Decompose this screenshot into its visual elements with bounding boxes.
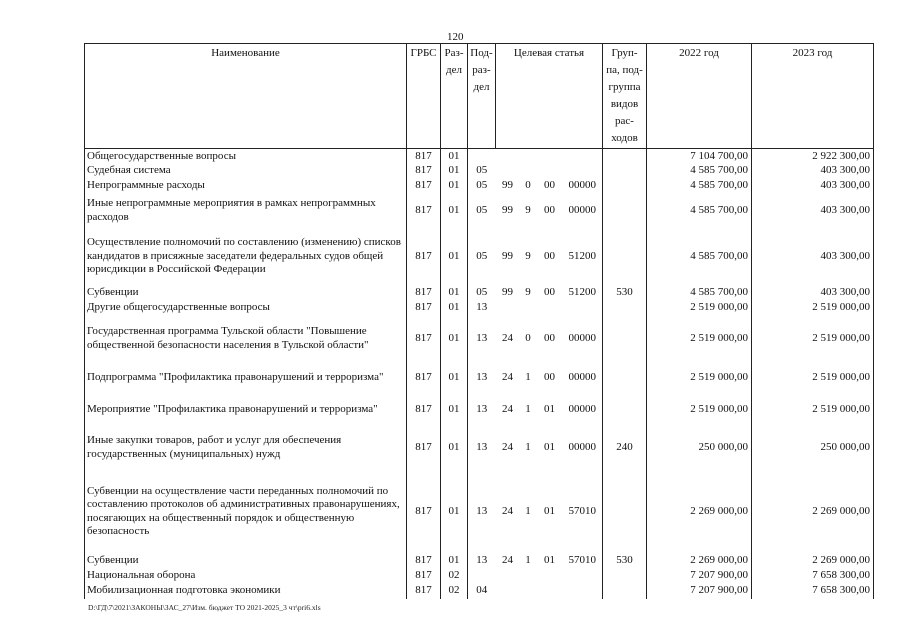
row-grbs: 817 — [407, 394, 441, 426]
row-amount-2023: 7 658 300,00 — [752, 584, 874, 599]
row-target-code: 51200 — [568, 249, 596, 262]
budget-table — [84, 43, 874, 599]
row-razdel: 02 — [441, 584, 468, 599]
file-path-footer: D:\ГД\7\2021\ЗАКОНЫ\ЗАС_27\Изм. бюджет ТО 2021-2025_3 чт\pri6.xls — [88, 603, 321, 612]
header-2022: 2022 год — [647, 44, 752, 149]
row-podrazdel: 04 — [476, 584, 488, 597]
row-podrazdel: 13 — [476, 440, 488, 453]
row-grbs: 817 — [407, 584, 441, 599]
row-target-code: 00000 — [568, 179, 596, 192]
row-target-program — [496, 301, 520, 316]
row-grbs: 817 — [407, 286, 441, 301]
row-target-event: 00 — [544, 203, 555, 216]
row-grbs: 817 — [407, 149, 441, 164]
row-target-code: 00000 — [568, 331, 596, 344]
row-expense-group: 530 — [603, 286, 647, 301]
row-target-event: 00 — [544, 286, 555, 299]
row-grbs: 817 — [407, 362, 441, 394]
row-target-event — [537, 301, 563, 316]
row-grbs: 817 — [407, 470, 441, 554]
row-expense-group — [603, 194, 647, 228]
row-podrazdel — [468, 149, 496, 164]
row-grbs: 817 — [407, 228, 441, 286]
row-amount-2022: 2 269 000,00 — [647, 554, 752, 569]
row-target-code: 00000 — [568, 402, 596, 415]
row-target-code: 00000 — [568, 370, 596, 383]
row-amount-2023: 2 269 000,00 — [752, 554, 874, 569]
row-expense-group — [603, 362, 647, 394]
row-razdel: 01 — [441, 228, 468, 286]
row-target-subprogram: 9 — [525, 203, 531, 216]
row-razdel: 02 — [441, 569, 468, 584]
row-target-program — [496, 569, 520, 584]
row-amount-2022: 7 207 900,00 — [647, 584, 752, 599]
row-target-code — [563, 301, 603, 316]
row-target-code: 51200 — [568, 286, 596, 299]
row-expense-group — [603, 394, 647, 426]
row-razdel: 01 — [441, 316, 468, 362]
row-expense-group — [603, 149, 647, 164]
header-podrazdel: Под- раз- дел — [468, 44, 496, 149]
row-razdel: 01 — [441, 470, 468, 554]
row-expense-group — [603, 569, 647, 584]
row-amount-2022: 4 585 700,00 — [647, 228, 752, 286]
row-amount-2023: 7 658 300,00 — [752, 569, 874, 584]
table-body — [85, 149, 874, 599]
row-target-program: 99 — [502, 179, 513, 192]
row-target-subprogram: 1 — [525, 554, 531, 567]
table-row — [85, 286, 874, 301]
row-amount-2023: 2 519 000,00 — [752, 316, 874, 362]
header-name: Наименование — [85, 44, 407, 149]
row-target-event: 00 — [544, 331, 555, 344]
table-row — [85, 164, 874, 179]
row-name: Другие общегосударственные вопросы — [85, 301, 407, 316]
table-row — [85, 301, 874, 316]
row-grbs: 817 — [407, 164, 441, 179]
row-amount-2022: 2 519 000,00 — [647, 301, 752, 316]
row-name: Мероприятие "Профилактика правонарушений и терроризма" — [85, 394, 407, 426]
row-target-program — [496, 164, 520, 179]
row-target-code — [563, 569, 603, 584]
header-2023: 2023 год — [752, 44, 874, 149]
row-razdel: 01 — [441, 426, 468, 470]
table-row — [85, 394, 874, 426]
table-row — [85, 554, 874, 569]
row-amount-2022: 4 585 700,00 — [647, 286, 752, 301]
row-amount-2023: 403 300,00 — [752, 194, 874, 228]
table-header-row — [85, 44, 874, 149]
row-amount-2022: 2 519 000,00 — [647, 394, 752, 426]
row-target-subprogram — [520, 149, 537, 164]
row-amount-2023: 2 519 000,00 — [752, 394, 874, 426]
row-target-subprogram: 9 — [525, 249, 531, 262]
row-grbs: 817 — [407, 194, 441, 228]
row-amount-2022: 2 519 000,00 — [647, 362, 752, 394]
row-target-subprogram: 0 — [525, 179, 531, 192]
row-expense-group: 240 — [603, 426, 647, 470]
row-amount-2023: 2 519 000,00 — [752, 301, 874, 316]
row-target-code: 00000 — [568, 203, 596, 216]
row-podrazdel: 05 — [476, 164, 488, 177]
row-amount-2022: 2 519 000,00 — [647, 316, 752, 362]
row-podrazdel: 13 — [476, 402, 488, 415]
row-razdel: 01 — [441, 554, 468, 569]
row-target-code: 57010 — [568, 554, 596, 567]
row-amount-2023: 403 300,00 — [752, 164, 874, 179]
row-amount-2022: 7 104 700,00 — [647, 149, 752, 164]
row-amount-2022: 7 207 900,00 — [647, 569, 752, 584]
row-amount-2022: 4 585 700,00 — [647, 164, 752, 179]
row-podrazdel: 13 — [476, 331, 488, 344]
header-grbs: ГРБС — [407, 44, 441, 149]
row-podrazdel: 05 — [476, 179, 488, 192]
row-target-program: 99 — [502, 249, 513, 262]
row-target-event — [537, 149, 563, 164]
table-row — [85, 316, 874, 362]
row-podrazdel — [468, 569, 496, 584]
row-target-event: 01 — [544, 554, 555, 567]
row-target-subprogram — [520, 301, 537, 316]
row-expense-group — [603, 584, 647, 599]
row-grbs: 817 — [407, 569, 441, 584]
row-target-subprogram: 1 — [525, 402, 531, 415]
table-row — [85, 584, 874, 599]
row-target-code — [563, 149, 603, 164]
row-target-event — [537, 569, 563, 584]
row-amount-2022: 4 585 700,00 — [647, 194, 752, 228]
row-podrazdel: 05 — [476, 286, 488, 299]
row-target-event: 01 — [544, 504, 555, 517]
table-row — [85, 470, 874, 554]
row-razdel: 01 — [441, 286, 468, 301]
row-target-program: 24 — [502, 504, 513, 517]
row-razdel: 01 — [441, 179, 468, 194]
row-razdel: 01 — [441, 394, 468, 426]
row-target-event: 00 — [544, 249, 555, 262]
row-name: Субвенции — [85, 554, 407, 569]
row-target-event — [537, 164, 563, 179]
row-target-program: 24 — [502, 554, 513, 567]
row-name: Субвенции — [85, 286, 407, 301]
page-number: 120 — [447, 31, 464, 43]
row-name: Иные закупки товаров, работ и услуг для обеспечения государственных (муниципальных) нужд — [85, 426, 407, 470]
row-target-subprogram — [520, 569, 537, 584]
row-expense-group — [603, 316, 647, 362]
row-amount-2023: 403 300,00 — [752, 228, 874, 286]
row-razdel: 01 — [441, 194, 468, 228]
row-target-subprogram: 1 — [525, 440, 531, 453]
row-expense-group — [603, 470, 647, 554]
row-amount-2022: 2 269 000,00 — [647, 470, 752, 554]
row-amount-2023: 2 519 000,00 — [752, 362, 874, 394]
row-name: Судебная система — [85, 164, 407, 179]
row-expense-group: 530 — [603, 554, 647, 569]
row-amount-2023: 403 300,00 — [752, 286, 874, 301]
row-grbs: 817 — [407, 179, 441, 194]
row-podrazdel: 13 — [476, 504, 488, 517]
row-target-code: 00000 — [568, 440, 596, 453]
row-razdel: 01 — [441, 362, 468, 394]
row-target-event: 00 — [544, 179, 555, 192]
row-name: Субвенции на осуществление части переданных полномочий по составлению протоколов об административных правонарушениях, посягающих на общественный порядок и общественную безопасность — [85, 470, 407, 554]
row-target-event: 00 — [544, 370, 555, 383]
header-expense-group: Груп- па, под- группа видов рас- ходов — [603, 44, 647, 149]
row-amount-2022: 250 000,00 — [647, 426, 752, 470]
row-target-subprogram: 9 — [525, 286, 531, 299]
row-expense-group — [603, 301, 647, 316]
row-expense-group — [603, 179, 647, 194]
table-row — [85, 362, 874, 394]
table-row — [85, 194, 874, 228]
row-amount-2023: 2 922 300,00 — [752, 149, 874, 164]
row-amount-2023: 250 000,00 — [752, 426, 874, 470]
row-target-program: 99 — [502, 203, 513, 216]
row-target-program: 24 — [502, 440, 513, 453]
row-name: Национальная оборона — [85, 569, 407, 584]
row-target-event — [537, 584, 563, 599]
header-target-article: Целевая статья — [496, 44, 603, 149]
row-amount-2022: 4 585 700,00 — [647, 179, 752, 194]
row-name: Мобилизационная подготовка экономики — [85, 584, 407, 599]
table-row — [85, 179, 874, 194]
row-podrazdel: 05 — [476, 249, 488, 262]
row-podrazdel: 13 — [476, 370, 488, 383]
row-name: Иные непрограммные мероприятия в рамках непрограммных расходов — [85, 194, 407, 228]
row-target-program — [496, 149, 520, 164]
table-row — [85, 426, 874, 470]
row-target-code — [563, 584, 603, 599]
row-target-code — [563, 164, 603, 179]
row-target-subprogram — [520, 584, 537, 599]
row-target-subprogram: 1 — [525, 370, 531, 383]
row-target-program: 24 — [502, 402, 513, 415]
row-grbs: 817 — [407, 301, 441, 316]
row-name: Государственная программа Тульской области "Повышение общественной безопасности населения в Тульской области" — [85, 316, 407, 362]
row-grbs: 817 — [407, 316, 441, 362]
row-target-subprogram: 0 — [525, 331, 531, 344]
row-podrazdel: 13 — [476, 554, 488, 567]
row-target-program: 24 — [502, 331, 513, 344]
row-amount-2023: 2 269 000,00 — [752, 470, 874, 554]
row-target-code: 57010 — [568, 504, 596, 517]
row-target-program — [496, 584, 520, 599]
table-row — [85, 149, 874, 164]
row-razdel: 01 — [441, 164, 468, 179]
row-razdel: 01 — [441, 301, 468, 316]
row-grbs: 817 — [407, 426, 441, 470]
row-podrazdel: 05 — [476, 203, 488, 216]
row-target-event: 01 — [544, 440, 555, 453]
header-razdel: Раз- дел — [441, 44, 468, 149]
row-target-program: 24 — [502, 370, 513, 383]
row-expense-group — [603, 164, 647, 179]
row-name: Подпрограмма "Профилактика правонарушений и терроризма" — [85, 362, 407, 394]
row-name: Осуществление полномочий по составлению (изменению) списков кандидатов в присяжные заседатели федеральных судов общей юрисдикции в Российской Федерации — [85, 228, 407, 286]
row-razdel: 01 — [441, 149, 468, 164]
row-expense-group — [603, 228, 647, 286]
row-target-subprogram: 1 — [525, 504, 531, 517]
row-podrazdel: 13 — [476, 301, 488, 314]
row-name: Непрограммные расходы — [85, 179, 407, 194]
row-amount-2023: 403 300,00 — [752, 179, 874, 194]
row-target-program: 99 — [502, 286, 513, 299]
table-row — [85, 569, 874, 584]
table-row — [85, 228, 874, 286]
row-grbs: 817 — [407, 554, 441, 569]
row-name: Общегосударственные вопросы — [85, 149, 407, 164]
row-target-event: 01 — [544, 402, 555, 415]
row-target-subprogram — [520, 164, 537, 179]
